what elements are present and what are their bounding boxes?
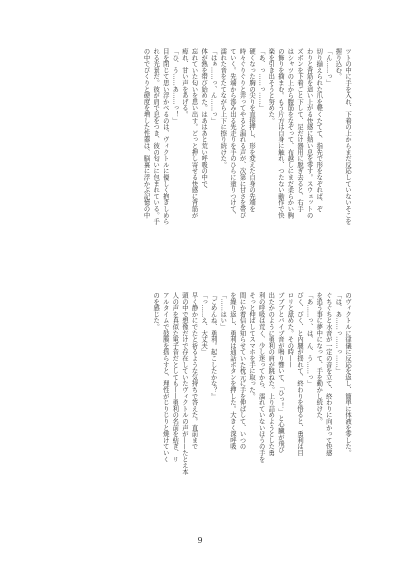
page-number: 9 bbox=[197, 536, 203, 545]
text-line: の飾りを摘まむ。もう片方は自身に触れ、つたない動作で快 bbox=[276, 48, 284, 219]
text-line: 痺れ、甘い声をあげる。 bbox=[180, 48, 188, 118]
text-line: を繰り返し、勇利は通話ボタンを押した。大きく深呼吸 bbox=[228, 292, 236, 450]
text-line: のヴィクトルに律儀に反応を返し、簡単に体液を零した。 bbox=[344, 292, 351, 456]
text-line: れる光景だ。彼が肩で息をつき、彼の匂いに包まれている。手 bbox=[152, 48, 160, 225]
text-line: 楽を引き出そうと努めた。 bbox=[267, 48, 275, 124]
text-line: 目を閉じて思い浮かべるのは、ヴィクトルに優しく抱きしめら bbox=[161, 48, 169, 225]
text-line: はシャツの上から腹筋をなぞって、布越しにまだ柔らかい胸 bbox=[286, 48, 294, 219]
text-line: 濡れた音をたてながら上下に擦り続けた。 bbox=[219, 48, 227, 168]
text-line: ロリと舐めた。その時—— bbox=[286, 292, 294, 368]
text-line: 間にか着信を知らせていた枕元に手を伸ばして、いつの bbox=[238, 292, 246, 450]
text-line: ていく。先端から滲み出る先走りを手のひらに塗りつけて、 bbox=[228, 48, 236, 219]
text-line: のを感じた。 bbox=[152, 292, 160, 330]
text-line: 「っ……え、大丈夫」 bbox=[200, 292, 208, 355]
text-line: 「ん……っ」 bbox=[324, 48, 332, 86]
text-line: アルタイムで鼓膜を揺らすと、理性がじりじりと焼けていく bbox=[161, 292, 169, 463]
text-line: の中でびくりと硬度を増した性器は、脳裏に浮かぶ記憶の中 bbox=[142, 48, 150, 219]
text-line: ズボンを下着ごと下して、足だけ器用に脱ぎ去ると、右手 bbox=[296, 48, 304, 212]
text-line: 出たかのように勇利の肩が跳ねた。上り詰めようとした勇 bbox=[267, 292, 275, 456]
text-line: 体が熱を帯び始めた。はあはあと荒い呼吸の中で、 bbox=[200, 48, 208, 193]
text-line: 握り込む。 bbox=[334, 48, 342, 80]
text-line: 「は、あ……っ……っ……」 bbox=[334, 292, 342, 374]
text-line: を追う事に夢中になって、手を動かし続けた。 bbox=[315, 292, 323, 425]
text-line: ぐちぐちと水音が一定の音を立て、終わりに向かって快感 bbox=[324, 292, 332, 456]
text-line: 利の呼吸は荒く、少し迷ってから、濡れていないほうの手を bbox=[257, 292, 265, 463]
text-line: 「はぁ……っ、ん……っ」 bbox=[209, 48, 217, 124]
text-line: ブブブとバイブ音が鳴り響いて、「ひっ！」と心臓が飛び bbox=[276, 292, 284, 453]
text-line: ツトの中に手を入れ、下着の上からまだ反応していないそこを bbox=[344, 48, 351, 225]
text-line: びく、びく、と内腿が揺れて、終わりを悟ると、勇利は目 bbox=[296, 292, 304, 456]
bottom-text-block bbox=[52, 292, 352, 528]
text-line: 人の声を真似た電子音だとしても——勇利の名前を紡ぎ、リ bbox=[171, 292, 179, 463]
text-line: 硬くなった胸の尖りを直接押し、形を変えた自身の先端を bbox=[248, 48, 256, 212]
text-line: 「……はい」 bbox=[219, 292, 227, 330]
text-line: 「あ、っ……っ……」 bbox=[257, 48, 265, 111]
text-line: 早く静かにでたと祈るような気持ちで答えた。直前まで bbox=[190, 292, 198, 450]
text-line: わりと背筋を這い上がる快感に熱い息を零す。スウェットの bbox=[305, 48, 313, 219]
text-line: そっと伸ばしてスマホを手に取った。 bbox=[248, 292, 256, 400]
text-line: 忘れていた匂いを思い出す。どっと押し寄せる快感に背筋が bbox=[190, 48, 198, 219]
text-line: 切り揃えられた爪を軽くたてて、指先で形をなぞれば、ぞ bbox=[315, 48, 323, 212]
text-line: 時々ぐりぐりと弄ってやると漏れる声が、次第に甘さを帯び bbox=[238, 48, 246, 219]
text-line: 「ひ、う……あ……っ！」 bbox=[171, 48, 179, 124]
text-line: 頭の中で想像だけで存在していたヴィクトルの声が——たとえ本 bbox=[180, 292, 188, 475]
top-text-block bbox=[52, 48, 352, 284]
text-line: 「あ……っ、は、ん、う……っ」 bbox=[305, 292, 313, 387]
text-line: 『ごめんね、勇利。起こしたかな？』 bbox=[209, 292, 217, 400]
